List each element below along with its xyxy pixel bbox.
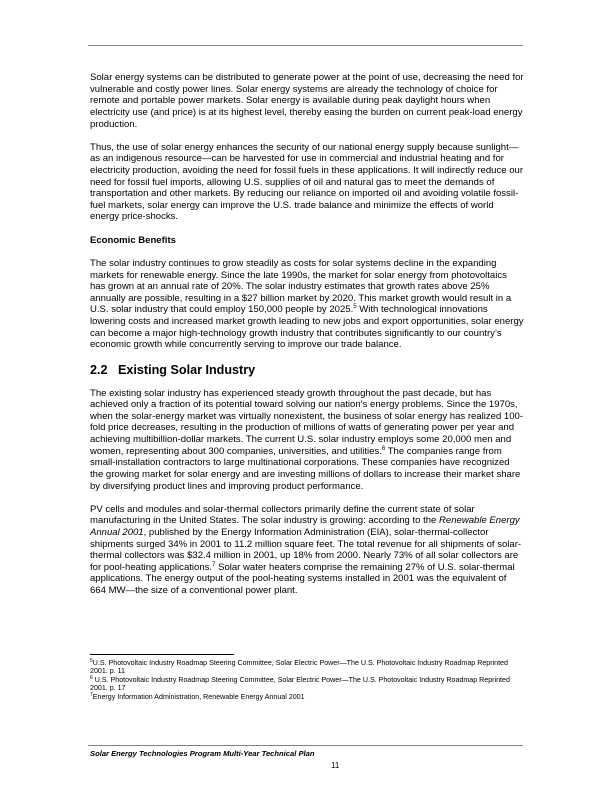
footer-rule — [88, 745, 523, 746]
page-body — [90, 72, 524, 608]
paragraph-manufacturing — [90, 504, 524, 597]
paragraph-text: The companies range from small-installation contractors to large multinational corporations. These companies have recognized the growing market for solar energy and are investing millions of dollars to increase their market share by diversifying product lines and improving product performance. — [90, 445, 521, 492]
footnote-ref-6[interactable]: 6 — [381, 445, 386, 452]
paragraph-text: The solar industry continues to grow steadily as costs for solar systems decline in the expanding markets for renewable energy. Since the late 1990s, the market for solar energy from photovoltaics has grown at an annual rate of 20%. The solar industry estimates that growth rates above 25% annually are possible, resulting in a $27 billion market by 2020. This market growth would result in a U.S. solar industry that could employ 150,000 people by 2025. — [90, 257, 512, 316]
page-number: 11 — [331, 761, 340, 770]
footnote-5 — [90, 659, 524, 676]
section-title: Existing Solar Industry — [118, 362, 256, 377]
footnotes — [90, 654, 524, 701]
citation-title: Renewable Energy Annual 2001 — [90, 515, 520, 538]
paragraph-text: With technological innovations lowering costs and increased market growth leading to new jobs and export opportunities, solar energy can become a major high-technology growth industry that contributes significantly to our country’s economic growth while concurrently serving to improve our trade balance. — [90, 304, 524, 351]
footnote-text: U.S. Photovoltaic Industry Roadmap Steering Committee, Solar Electric Power—The U.S. Photovoltaic Industry Roadmap Reprinted 2001. p. 11 — [90, 659, 508, 676]
paragraph-text: Solar water heaters comprise the remaining 27% of U.S. solar-thermal applications. The energy output of the pool-heating systems installed in 2001 was the equivalent of 664 MW—the size of a conventional power plant. — [90, 561, 515, 597]
footnote-text: Energy Information Administration, Renewable Energy Annual 2001 — [92, 692, 305, 701]
footnote-number: 5 — [90, 658, 93, 664]
paragraph-text: The existing solar industry has experienced steady growth throughout the past decade, but has achieved only a fraction of its potential toward solving our nation’s energy problems. Since the 1970s, when the solar-energy market was virtually nonexistent, the business of solar energy has realized 100-fold price decreases, resulting in the production of millions of watts of generating power per year and achieving multibillion-dollar markets. The current U.S. solar industry employs some 20,000 men and women, representing about 300 companies, universities, and utilities. — [90, 387, 524, 457]
paragraph-text: , published by the Energy Information Administration (EIA), solar-thermal-collector shipments surged 34% in 2001 to 11.2 million square feet. The total revenue for all shipments of solar-thermal collectors was $32.4 million in 2001, up 18% from 2000. Nearly 73% of all solar collectors are for pool-heating applications. — [90, 526, 522, 573]
paragraph-existing-industry — [90, 388, 524, 493]
footnote-6 — [90, 676, 524, 693]
footnote-7 — [90, 693, 524, 701]
subheading-economic-benefits: Economic Benefits — [90, 234, 176, 246]
footnote-number: 7 — [90, 691, 93, 698]
footnote-ref-5[interactable]: 5 — [353, 304, 357, 311]
paragraph-energy-security: Thus, the use of solar energy enhances the security of our national energy supply because sunlight—as an indigenous resource—can be harvested for use in commercial and industrial heating and for electricity production, avoiding the need for fossil fuels in these applications. It will indirectly reduce our need for fossil fuel imports, allowing U.S. supplies of oil and natural gas to meet the demands of transportation and other markets. By reducing our reliance on imported oil and avoiding volatile fossil-fuel markets, solar energy can improve the U.S. trade balance and minimize the effects of world energy price-shocks. — [90, 141, 524, 223]
footnote-text: U.S. Photovoltaic Industry Roadmap Steering Committee, Solar Electric Power—The U.S. Photovoltaic Industry Roadmap Reprinted 2001. p. 17 — [90, 675, 510, 693]
footnote-separator — [90, 654, 234, 655]
section-heading — [90, 363, 524, 378]
paragraph-distributed-power: Solar energy systems can be distributed to generate power at the point of use, decreasing the need for vulnerable and costly power lines. Solar energy systems are already the technology of choice for remote and portable power markets. Solar energy is available during peak daylight hours when electricity use (and price) is at its highest level, thereby easing the burden on current peak-load energy production. — [90, 72, 524, 130]
paragraph-text: PV cells and modules and solar-thermal collectors primarily define the current state of solar manufacturing in the United States. The solar industry is growing: according to the — [90, 503, 475, 527]
footnote-number: 6 — [90, 674, 93, 681]
section-number: 2.2 — [90, 362, 108, 377]
footnote-ref-7[interactable]: 7 — [212, 561, 216, 568]
footer-title: Solar Energy Technologies Program Multi-Year Technical Plan — [90, 749, 315, 758]
paragraph-economic-benefits — [90, 258, 524, 351]
header-rule — [88, 45, 523, 46]
